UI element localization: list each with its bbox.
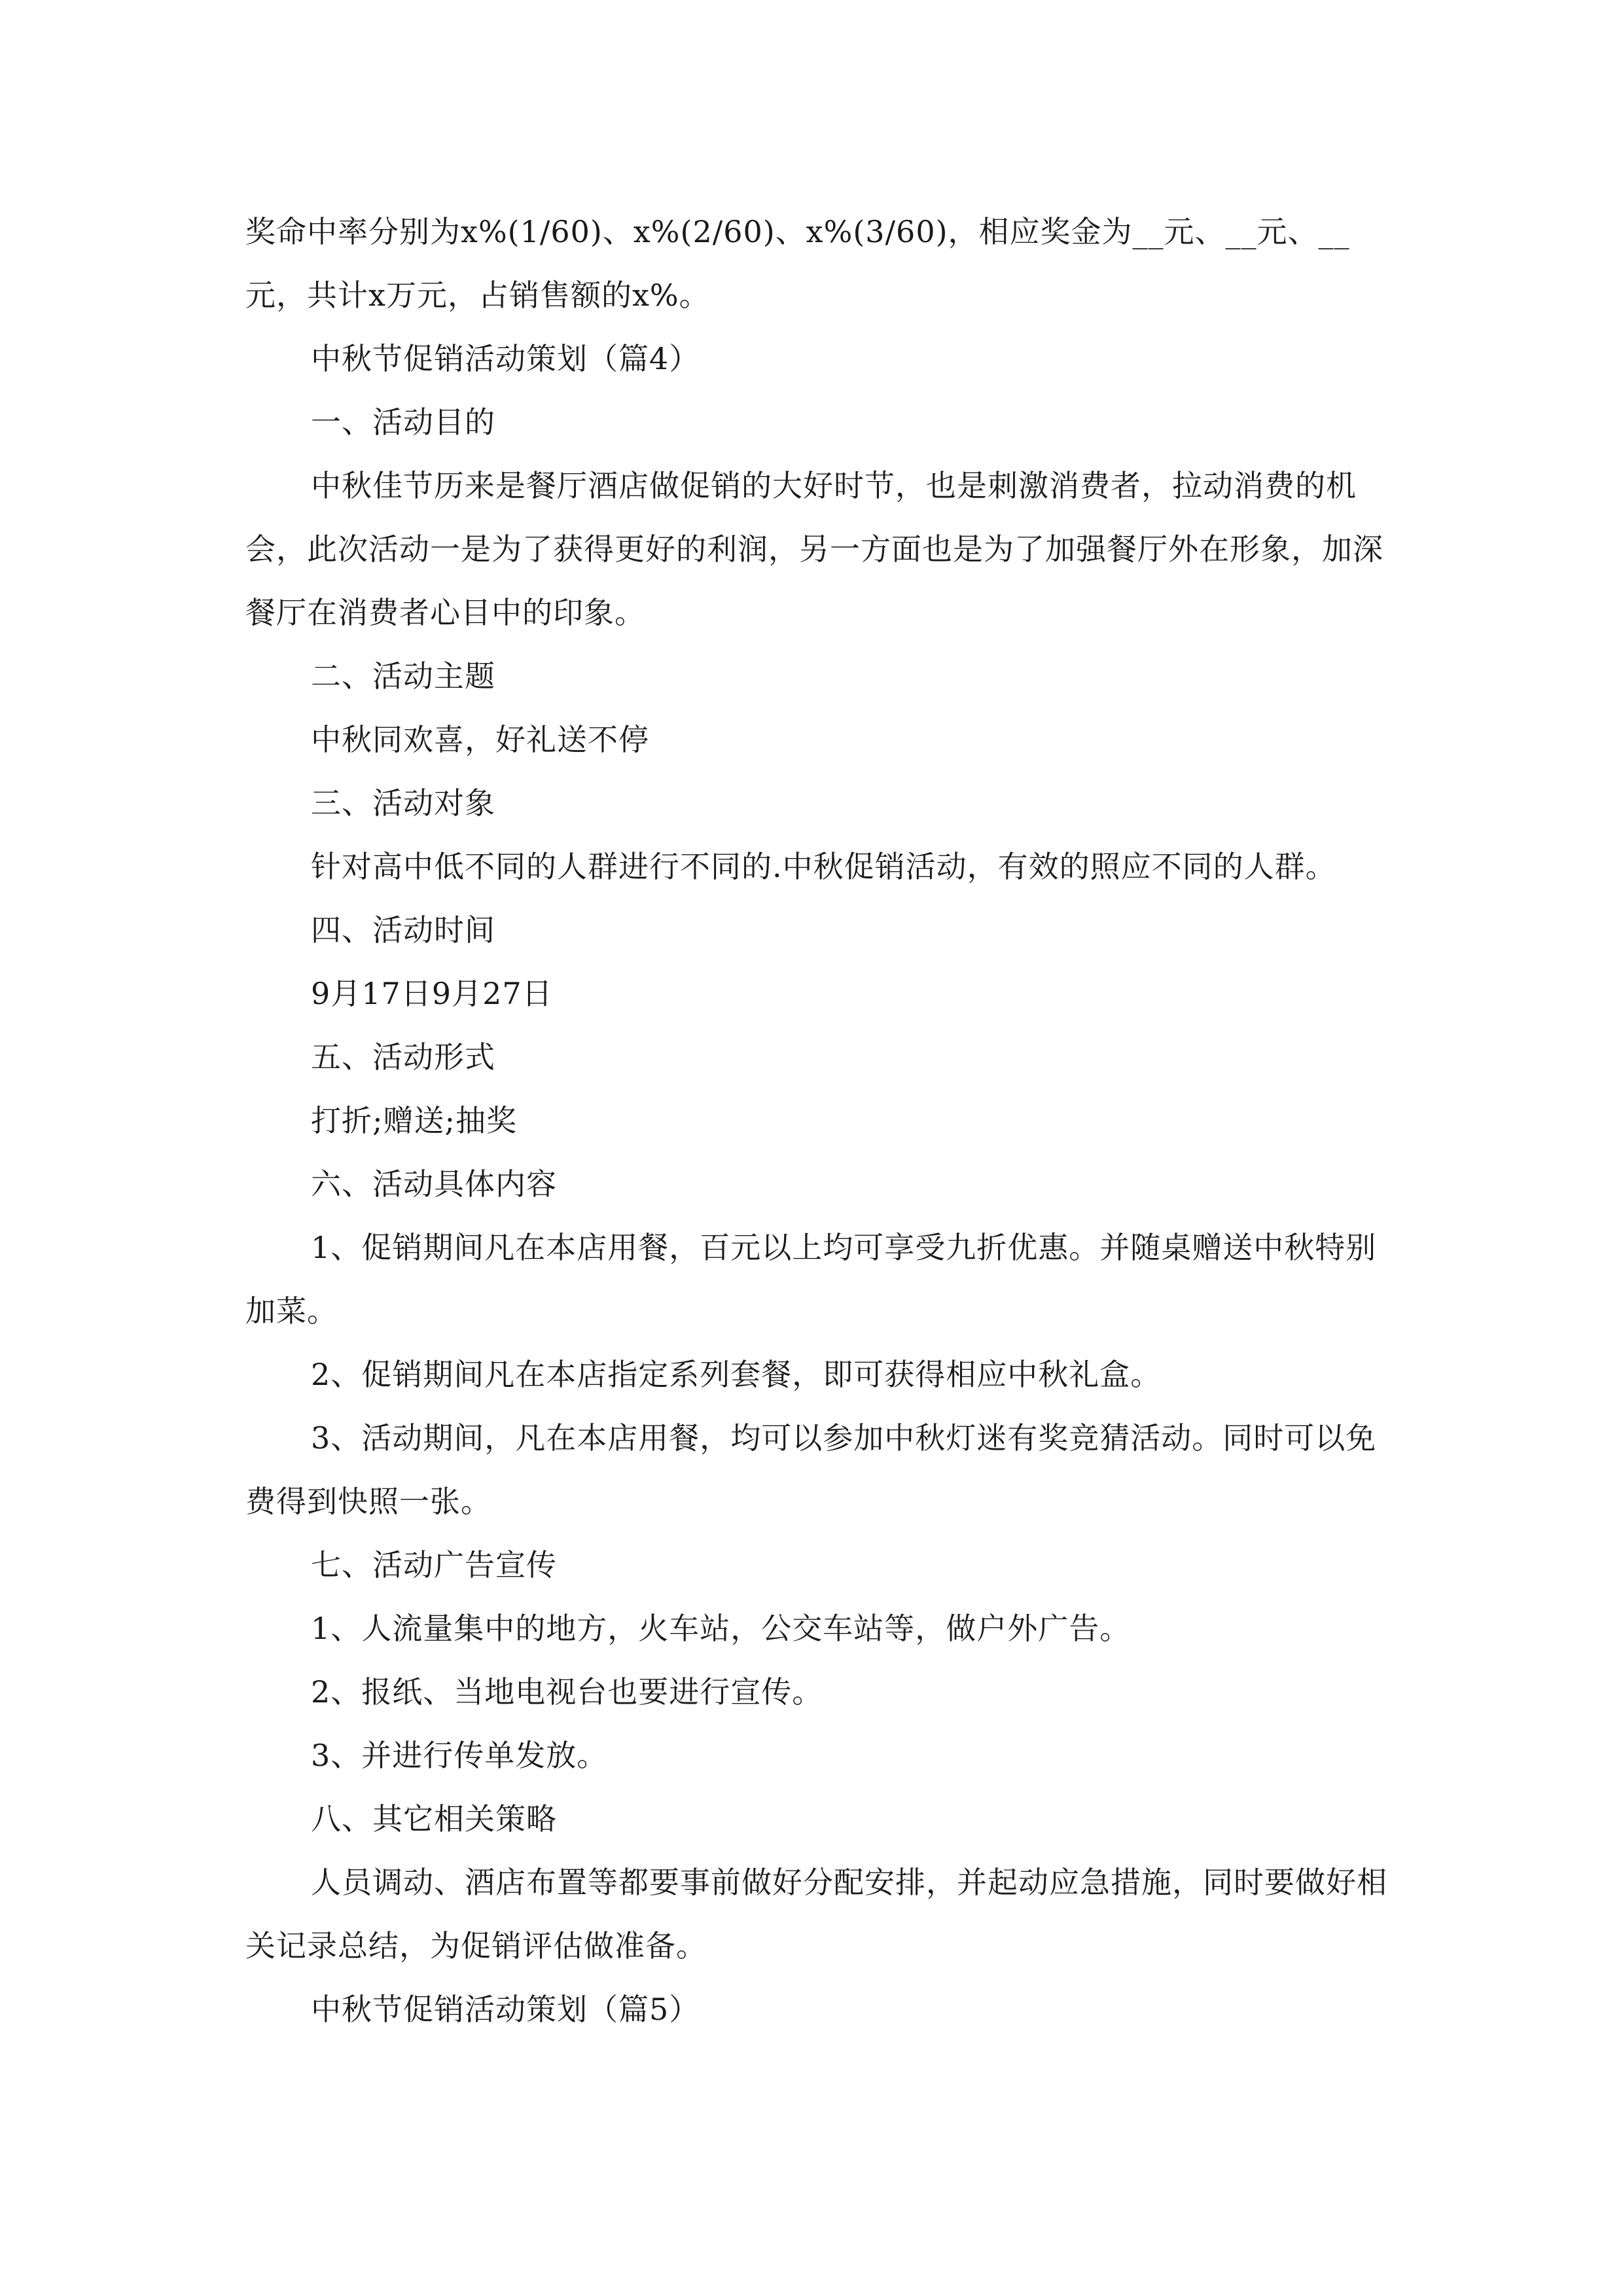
- subsection-heading: 四、活动时间: [311, 912, 495, 948]
- paragraph: 1、人流量集中的地方，火车站，公交车站等，做户外广告。: [311, 1611, 1131, 1646]
- subsection-heading: 五、活动形式: [311, 1039, 495, 1075]
- subsection-heading: 三、活动对象: [311, 785, 495, 821]
- subsection-heading: 六、活动具体内容: [311, 1166, 557, 1202]
- subsection-heading: 八、其它相关策略: [311, 1801, 557, 1837]
- section-heading: 中秋节促销活动策划（篇5）: [311, 1992, 700, 2027]
- subsection-heading: 七、活动广告宣传: [311, 1547, 557, 1583]
- paragraph: 打折;赠送;抽奖: [311, 1103, 517, 1138]
- paragraph: 奖命中率分别为x%(1/60)、x%(2/60)、x%(3/60)，相应奖金为__元、__元、__元，共计x万元，占销售额的x%。: [245, 214, 1350, 313]
- paragraph: 针对高中低不同的人群进行不同的.中秋促销活动，有效的照应不同的人群。: [311, 849, 1336, 884]
- paragraph: 2、促销期间凡在本店指定系列套餐，即可获得相应中秋礼盒。: [311, 1357, 1162, 1392]
- paragraph: 中秋佳节历来是餐厅酒店做促销的大好时节，也是刺激消费者，拉动消费的机会，此次活动一是为了获得更好的利润，另一方面也是为了加强餐厅外在形象，加深餐厅在消费者心目中的印象。: [245, 468, 1383, 630]
- paragraph: 1、促销期间凡在本店用餐，百元以上均可享受九折优惠。并随桌赠送中秋特别加菜。: [245, 1230, 1377, 1329]
- paragraph: 9月17日9月27日: [311, 976, 553, 1011]
- paragraph: 3、并进行传单发放。: [311, 1738, 608, 1773]
- document-body: [245, 200, 1391, 2041]
- paragraph: 人员调动、酒店布置等都要事前做好分配安排，并起动应急措施，同时要做好相关记录总结，为促销评估做准备。: [245, 1865, 1387, 1964]
- paragraph: 2、报纸、当地电视台也要进行宣传。: [311, 1674, 823, 1710]
- subsection-heading: 一、活动目的: [311, 404, 495, 440]
- subsection-heading: 二、活动主题: [311, 658, 495, 694]
- section-heading: 中秋节促销活动策划（篇4）: [311, 341, 700, 376]
- paragraph: 中秋同欢喜，好礼送不停: [311, 722, 649, 757]
- paragraph: 3、活动期间，凡在本店用餐，均可以参加中秋灯迷有奖竞猜活动。同时可以免费得到快照一张。: [245, 1420, 1377, 1519]
